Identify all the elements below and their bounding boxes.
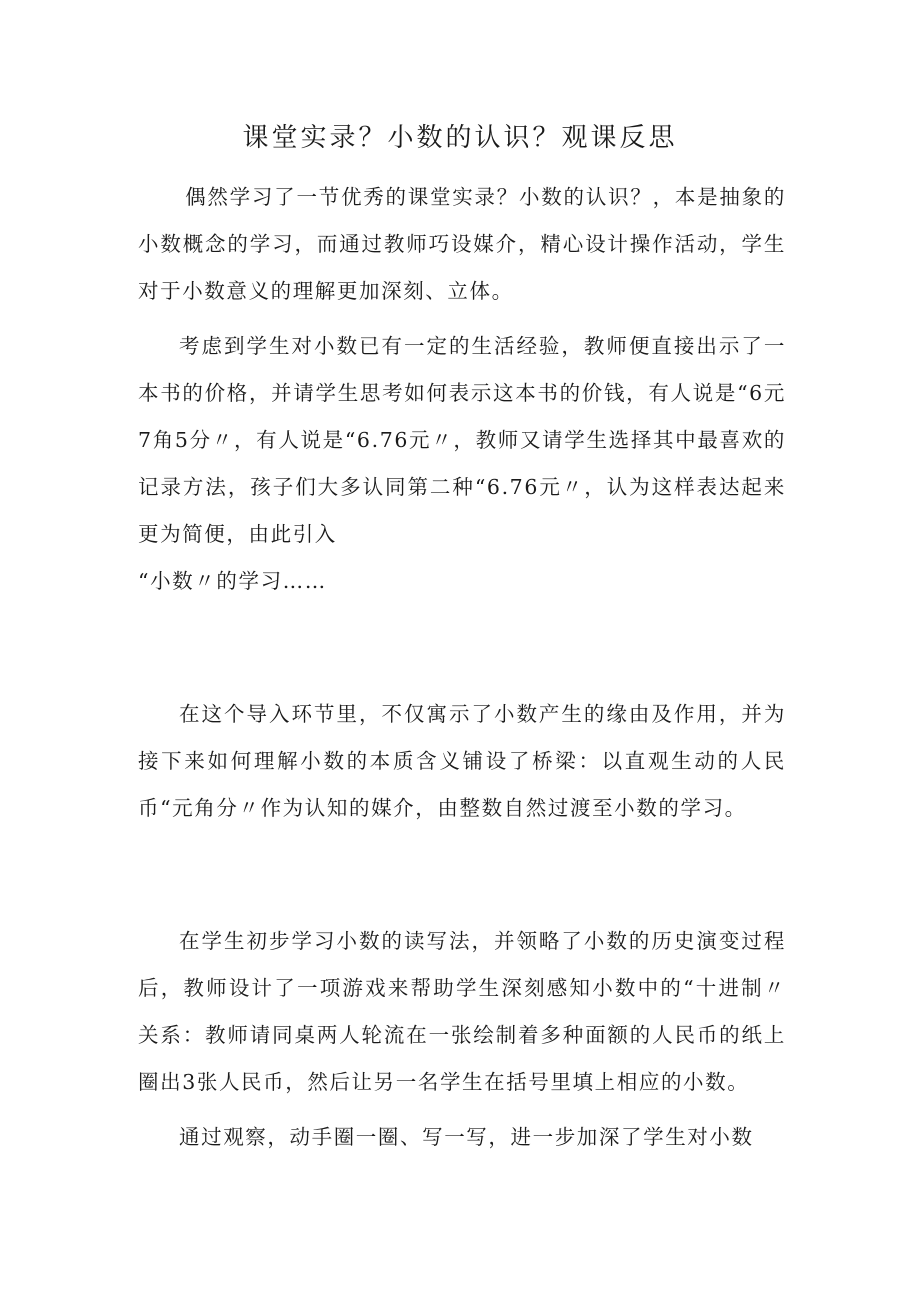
document-title: 课堂实录？小数的认识？观课反思 — [242, 123, 678, 153]
paragraph-intro: 偶然学习了一节优秀的课堂实录？小数的认识？，本是抽象的小数概念的学习，而通过教师巧设媒介，精心设计操作活动，学生对于小数意义的理解更加深刻、立体。 — [138, 185, 786, 303]
paragraph-spacer — [138, 315, 786, 323]
paragraph-spacer — [138, 1106, 786, 1114]
paragraph-price-example: 考虑到学生对小数已有一定的生活经验，教师便直接出示了一本书的价格，并请学生思考如何表示这本书的价钱，有人说是“6元7角5分〃，有人说是“6.76元〃，教师又请学生选择其中最喜欢的记录方法，孩子们大多认同第二种“6.76元〃，认为这样表达起来更为简便，由此引入 — [138, 334, 786, 546]
paragraph-game-activity: 在学生初步学习小数的读写法，并领略了小数的历史演变过程后，教师设计了一项游戏来帮助学生深刻感知小数中的“十进制〃关系：教师请同桌两人轮流在一张绘制着多种面额的人民币的纸上圈出3张人民币，然后让另一名学生在括号里填上相应的小数。 — [138, 929, 786, 1094]
paragraph-spacer — [138, 605, 786, 691]
document-body — [138, 174, 786, 1161]
paragraph-spacer — [138, 832, 786, 918]
paragraph-intro-analysis: 在这个导入环节里，不仅寓示了小数产生的缘由及作用，并为接下来如何理解小数的本质含义铺设了桥梁：以直观生动的人民币“元角分〃作为认知的媒介，由整数自然过渡至小数的学习。 — [138, 702, 786, 820]
paragraph-observation: 通过观察，动手圈一圈、写一写，进一步加深了学生对小数 — [179, 1125, 754, 1149]
paragraph-price-continuation: “小数〃的学习…… — [138, 569, 327, 593]
